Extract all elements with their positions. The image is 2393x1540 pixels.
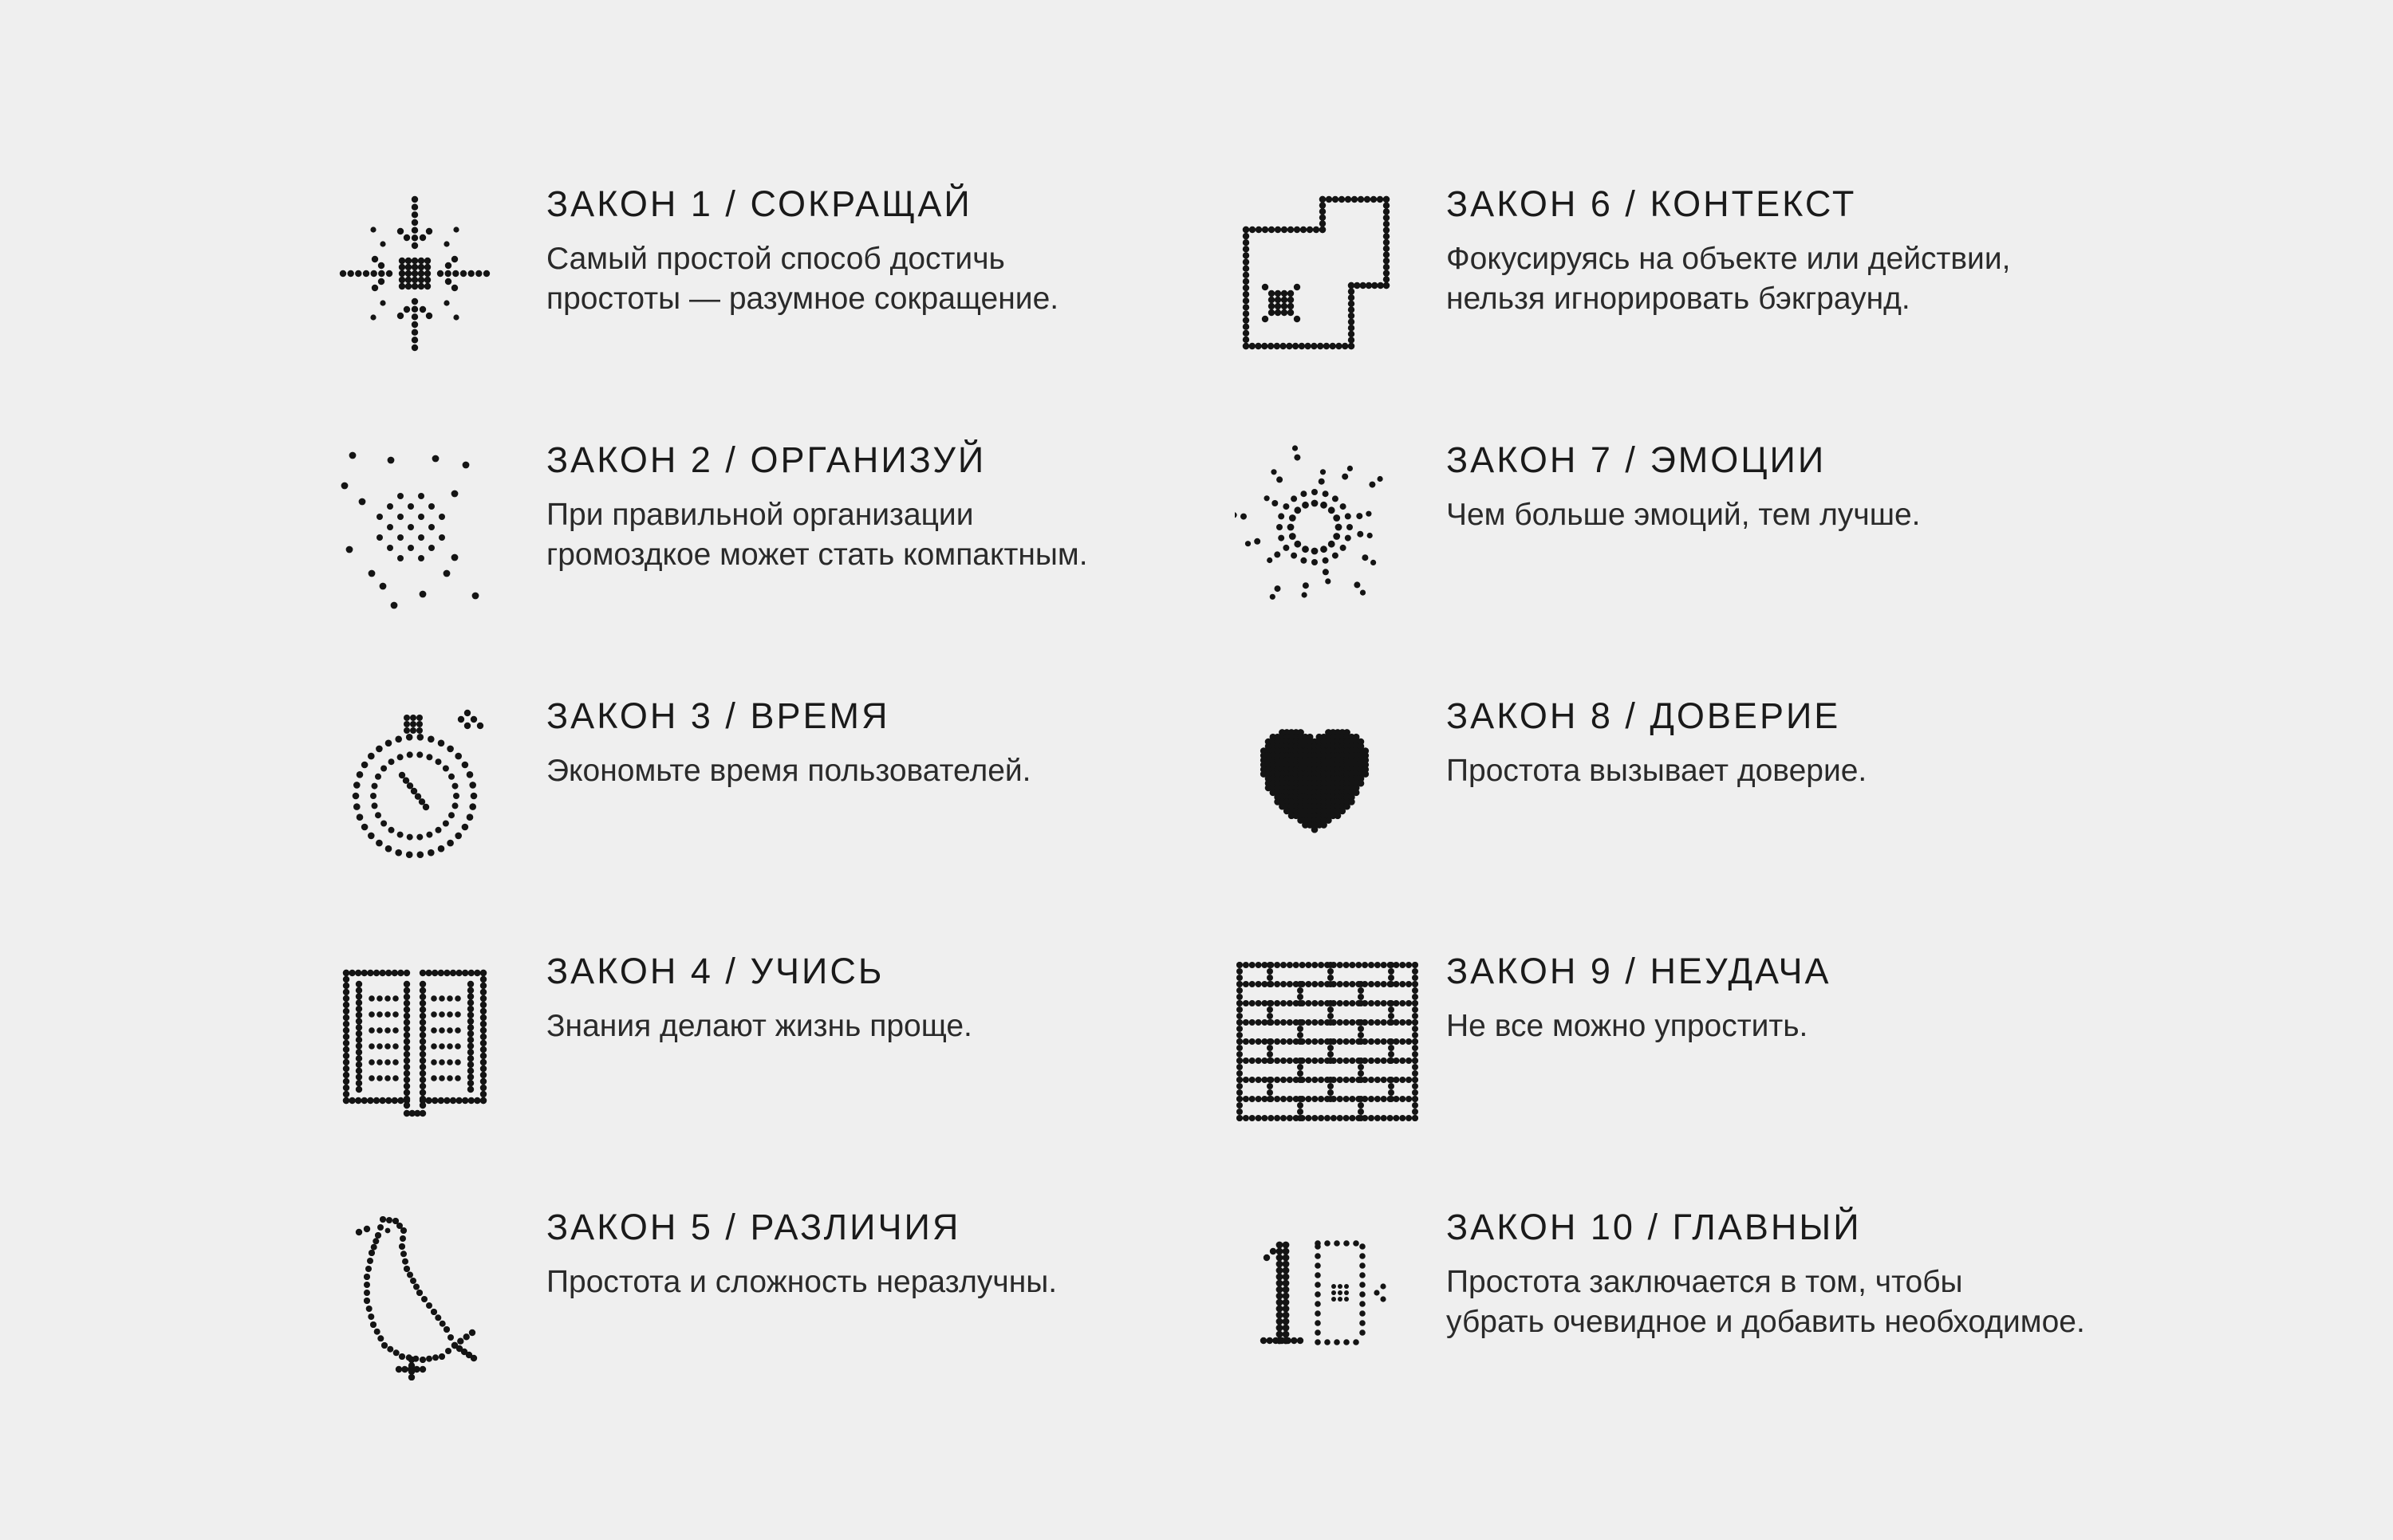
law-7: [1235, 438, 2352, 645]
scattered-dots-icon: [335, 438, 526, 613]
brick-wall-icon: [1235, 949, 1426, 1124]
law-description: При правильной организации громоздкое может стать компактным.: [546, 498, 1088, 572]
law-title: ЗАКОН 1 / СОКРАЩАЙ: [546, 183, 972, 224]
law-9: [1235, 949, 2352, 1156]
law-title: ЗАКОН 10 / ГЛАВНЫЙ: [1446, 1207, 1862, 1247]
law-description: Простота заключается в том, чтобы убрать очевидное и добавить необходимое.: [1446, 1265, 2085, 1339]
law-description: Не все можно упростить.: [1446, 1009, 1808, 1043]
law-6: [1235, 182, 2352, 389]
law-title: ЗАКОН 3 / ВРЕМЯ: [546, 695, 890, 736]
law-description: Простота и сложность неразлучны.: [546, 1265, 1058, 1299]
law-title: ЗАКОН 4 / УЧИСЬ: [546, 951, 885, 991]
law-title: ЗАКОН 5 / РАЗЛИЧИЯ: [546, 1207, 961, 1247]
law-description: Фокусируясь на объекте или действии, нельзя игнорировать бэкграунд.: [1446, 242, 2011, 316]
bird-icon: [335, 1205, 526, 1380]
law-10: [1235, 1205, 2352, 1412]
law-description: Простота вызывает доверие.: [1446, 754, 1867, 788]
heart-icon: [1235, 694, 1426, 869]
sun-burst-icon: [1235, 438, 1426, 613]
open-book-icon: [335, 949, 526, 1124]
law-title: ЗАКОН 7 / ЭМОЦИИ: [1446, 439, 1827, 480]
context-frame-icon: [1235, 182, 1426, 357]
stopwatch-icon: [335, 694, 526, 869]
law-title: ЗАКОН 9 / НЕУДАЧА: [1446, 951, 1831, 991]
law-8: [1235, 694, 2352, 901]
law-title: ЗАКОН 2 / ОРГАНИЗУЙ: [546, 439, 987, 480]
law-description: Самый простой способ достичь простоты — разумное сокращение.: [546, 242, 1059, 316]
law-description: Знания делают жизнь проще.: [546, 1009, 972, 1043]
compress-arrows-icon: [335, 182, 526, 357]
law-title: ЗАКОН 6 / КОНТЕКСТ: [1446, 183, 1857, 224]
law-description: Чем больше эмоций, тем лучше.: [1446, 498, 1921, 532]
law-description: Экономьте время пользователей.: [546, 754, 1031, 788]
number-ten-icon: [1235, 1205, 1426, 1380]
law-title: ЗАКОН 8 / ДОВЕРИЕ: [1446, 695, 1841, 736]
